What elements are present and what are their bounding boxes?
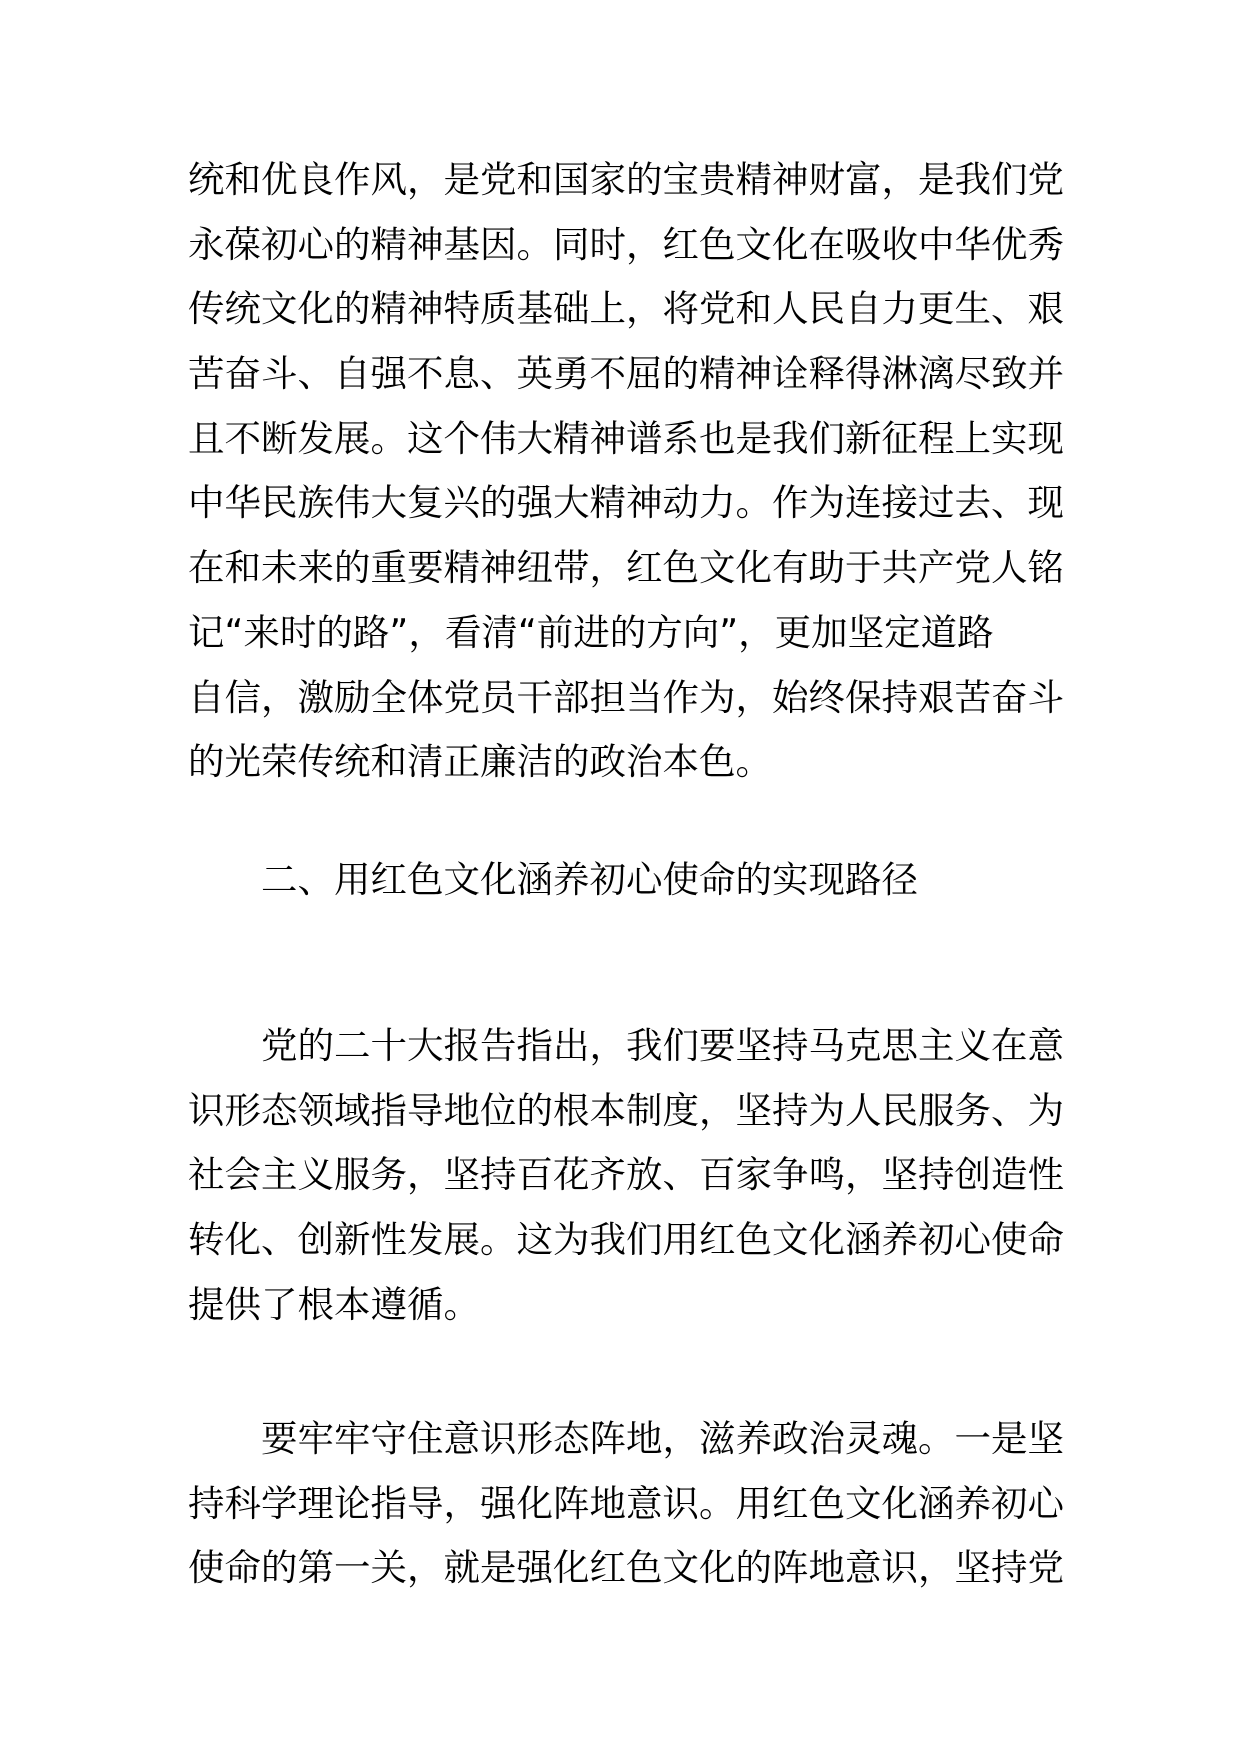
paragraph-line: 记“来时的路”，看清“前进的方向”，更加坚定道路 [188,610,994,654]
paragraph-line: 转化、创新性发展。这为我们用红色文化涵养初心使命 [188,1218,1064,1262]
paragraph-2 [188,1014,1064,1337]
paragraph-line: 苦奋斗、自强不息、英勇不屈的精神诠释得淋漓尽致并 [188,352,1064,396]
paragraph-line: 使命的第一关，就是强化红色文化的阵地意识，坚持党 [188,1546,1064,1590]
paragraph-line: 党的二十大报告指出，我们要坚持马克思主义在意 [261,1024,1064,1067]
paragraph-line: 中华民族伟大复兴的强大精神动力。作为连接过去、现 [188,481,1064,525]
paragraph-line: 持科学理论指导，强化阵地意识。用红色文化涵养初心 [188,1481,1064,1525]
paragraph-line: 识形态领域指导地位的根本制度，坚持为人民服务、为 [188,1088,1064,1132]
paragraph-line: 统和优良作风，是党和国家的宝贵精神财富，是我们党 [188,158,1064,201]
paragraph-line: 提供了根本遵循。 [188,1282,480,1326]
paragraph-line: 自信，激励全体党员干部担当作为，始终保持艰苦奋斗 [188,675,1064,719]
paragraph-line: 传统文化的精神特质基础上，将党和人民自力更生、艰 [188,287,1064,331]
section-heading-text: 二、用红色文化涵养初心使命的实现路径 [261,858,918,901]
paragraph-line: 且不断发展。这个伟大精神谱系也是我们新征程上实现 [188,416,1064,460]
continuation-paragraph [188,148,1064,795]
paragraph-3 [188,1407,1064,1601]
paragraph-line: 的光荣传统和清正廉洁的政治本色。 [188,740,772,784]
paragraph-line: 社会主义服务，坚持百花齐放、百家争鸣，坚持创造性 [188,1153,1064,1197]
paragraph-line: 在和未来的重要精神纽带，红色文化有助于共产党人铭 [188,546,1064,590]
paragraph-line: 要牢牢守住意识形态阵地，滋养政治灵魂。一是坚 [261,1417,1064,1460]
paragraph-line: 永葆初心的精神基因。同时，红色文化在吸收中华优秀 [188,222,1064,266]
section-heading [188,848,1058,913]
